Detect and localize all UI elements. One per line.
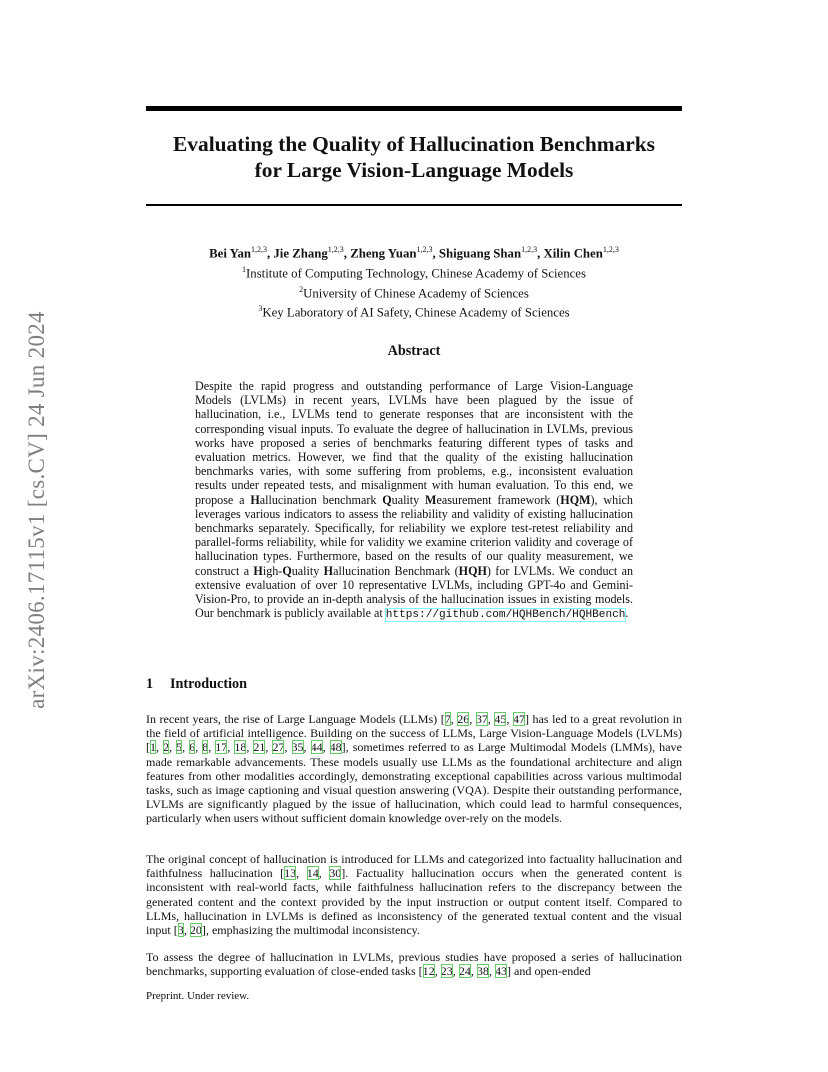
abstract-text <box>195 379 633 622</box>
citation-link[interactable]: 7 <box>444 712 451 726</box>
citation-link[interactable]: 17 <box>215 740 228 755</box>
section-heading-introduction <box>146 676 247 693</box>
github-link[interactable]: https://github.com/HQHBench/HQHBench <box>385 609 626 622</box>
paragraph-segment: ], emphasizing the multimodal inconsistency. <box>201 923 420 938</box>
abstract-emphasis: H <box>323 563 334 578</box>
section-title: Introduction <box>170 676 247 692</box>
author-name: Jie Zhang <box>273 246 328 261</box>
title-bottom-rule <box>146 204 682 206</box>
citation-link[interactable]: 8 <box>202 740 209 755</box>
affiliation-text: University of Chinese Academy of Sciences <box>303 285 529 300</box>
paragraph-segment: In recent years, the rise of Large Language Models (LLMs) [ <box>146 712 445 726</box>
author-affiliation-marker: 1,2,3 <box>327 245 344 254</box>
citation-link[interactable]: 13 <box>284 866 297 881</box>
citation-link[interactable]: 43 <box>494 964 508 979</box>
abstract-segment: ) for LVLMs. We conduct an extensive evaluation of over 10 representative LVLMs, including GPT-4o and Gemini-Vision-Pro, to provide an in-depth analysis of the hallucination issues in existing models. Our benchmark is publicly available at <box>195 563 633 621</box>
section-number: 1 <box>146 676 154 692</box>
paragraph-segment: ]. Factuality hallucination occurs when the generated content is inconsistent with real-world facts, while faithfulness hallucination refers to the discrepancy between the generated content and the context provided by the input instruction or output content itself. Compared to LLMs, hallucination in LVLMs is defined as inconsistency of the generated textual content and the visual input [ <box>146 866 682 938</box>
citation-link[interactable]: 2 <box>163 740 170 755</box>
author-affiliation-marker: 1,2,3 <box>521 245 538 254</box>
author-affiliation-marker: 1,2,3 <box>416 245 433 254</box>
intro-paragraph-1: In recent years, the rise of Large Language Models (LLMs) [7, 26, 37, 45, 47] has led to a great revolution in the field of artificial intelligence. Building on the success of LLMs, Large Vision-Language Models (LVLMs) [1, 2, 5, 6, 8, 17, 18, 21, 27, 35, 44, 48], sometimes referred to as Large Multimodal Models (LMMs), have made remarkable advancements. These models usually use LLMs as the foundational architecture and align features from other modalities accordingly, demonstrating exceptional capabilities across various multimodal tasks, such as image captioning and visual question answering (VQA). Despite their outstanding performance, LVLMs are significantly plagued by the issue of hallucination, which could lead to harmful consequences, particularly when users without sufficient domain knowledge over-rely on the models. <box>146 712 682 826</box>
author-name: Bei Yan <box>209 246 251 261</box>
citation-link[interactable]: 20 <box>189 923 202 938</box>
citation-link[interactable]: 24 <box>458 964 471 979</box>
abstract-emphasis: Q <box>282 563 292 578</box>
abstract-segment: allucination benchmark <box>259 492 383 507</box>
citation-link[interactable]: 26 <box>457 712 470 726</box>
abstract-segment: uality <box>291 563 324 578</box>
citation-link[interactable]: 38 <box>476 964 489 979</box>
author-name: Shiguang Shan <box>438 246 522 261</box>
affiliation-marker: 1 <box>242 264 247 274</box>
title-top-rule <box>146 106 682 111</box>
citation-link[interactable]: 3 <box>177 923 184 938</box>
abstract-emphasis: H <box>250 492 260 507</box>
citation-link[interactable]: 48 <box>329 740 342 755</box>
author-name: Xilin Chen <box>543 246 603 261</box>
paragraph-segment: ] has led to a great revolution in the field of artificial intelligence. Building on the success of LLMs, Large Vision-Language Models (LVLMs) [ <box>146 712 682 755</box>
citation-link[interactable]: 44 <box>310 740 323 755</box>
preprint-footer: Preprint. Under review. <box>146 990 250 1002</box>
paper-title <box>146 131 682 183</box>
citation-link[interactable]: 1 <box>150 740 157 755</box>
paragraph-segment: To assess the degree of hallucination in LVLMs, previous studies have proposed a series of hallucination benchmarks, supporting evaluation of close-ended tasks [ <box>146 950 682 979</box>
abstract-heading: Abstract <box>387 343 441 359</box>
citation-link[interactable]: 21 <box>253 740 266 755</box>
citation-link[interactable]: 27 <box>272 740 285 755</box>
abstract-segment: igh- <box>262 563 283 578</box>
abstract-segment: . <box>625 606 629 621</box>
affiliation-text: Key Laboratory of AI Safety, Chinese Academy of Sciences <box>262 305 570 320</box>
author-block <box>146 242 682 321</box>
abstract-emphasis: H <box>253 563 263 578</box>
abstract-segment: ), which leverages various indicators to assess the reliability and validity of existing hallucination benchmarks separately. Specifically, for reliability we explore test-retest reliability and parallel-forms reliability, while for validity we examine criterion validity and coverage of hallucination types. Furthermore, based on the results of our quality measurement, we construct a <box>195 492 633 578</box>
author-affiliation-marker: 1,2,3 <box>250 245 267 254</box>
affiliation-text: Institute of Computing Technology, Chinese Academy of Sciences <box>246 266 586 281</box>
author-affiliation-marker: 1,2,3 <box>602 245 619 254</box>
intro-paragraph-3: To assess the degree of hallucination in LVLMs, previous studies have proposed a series of hallucination benchmarks, supporting evaluation of close-ended tasks [12, 23, 24, 38, 43] and open-ended <box>146 950 682 979</box>
abstract-segment: allucination Benchmark ( <box>333 563 459 578</box>
intro-paragraph-2: The original concept of hallucination is introduced for LLMs and categorized into factuality hallucination and faithfulness hallucination [13, 14, 30]. Factuality hallucination occurs when the generated content is inconsistent with real-world facts, while faithfulness hallucination refers to the discrepancy between the generated content and the context provided by the input instruction or output content itself. Compared to LLMs, hallucination in LVLMs is defined as inconsistency of the generated textual content and the visual input [3, 20], emphasizing the multimodal inconsistency. <box>146 852 682 938</box>
citation-link[interactable]: 6 <box>189 740 196 755</box>
citation-link[interactable]: 5 <box>176 740 183 755</box>
citation-link[interactable]: 18 <box>234 740 247 755</box>
author-list: Bei Yan$^{1,2,3}$, Jie Zhang$^{1,2,3}$, Zheng Yuan$^{1,2,3}$, Shiguang Shan$^{1,2,3}$, Xilin Chen$^{1,2,3}$ <box>209 245 619 261</box>
author-name: Zheng Yuan <box>350 246 417 261</box>
arxiv-identifier <box>22 290 52 730</box>
arxiv-identifier-text: arXiv:2406.17115v1 [cs.CV] 24 Jun 2024 <box>24 311 49 709</box>
affiliation-marker: 3 <box>258 304 263 314</box>
abstract-segment: easurement framework ( <box>436 492 561 507</box>
citation-link[interactable]: 12 <box>422 964 435 979</box>
citation-link[interactable]: 23 <box>440 964 453 979</box>
paragraph-segment: ] and open-ended <box>507 964 591 979</box>
abstract-emphasis: HQH <box>458 563 487 578</box>
affiliation-marker: 2 <box>299 284 304 294</box>
abstract-segment: Despite the rapid progress and outstanding performance of Large Vision-Language Models (LVLMs) in recent years, LVLMs have been plagued by the issue of hallucination, i.e., LVLMs tend to generate responses that are inconsistent with the corresponding visual inputs. To evaluate the degree of hallucination in LVLMs, previous works have proposed a series of benchmarks featuring different types of tasks and evaluation metrics. However, we find that the quality of the existing hallucination benchmarks varies, with some suffering from problems, e.g., inconsistent evaluation results under repeated tests, and misalignment with human evaluation. To this end, we propose a <box>195 379 633 507</box>
citation-link[interactable]: 30 <box>329 866 342 881</box>
citation-link[interactable]: 37 <box>475 712 488 726</box>
paragraph-segment: ], sometimes referred to as Large Multimodal Models (LMMs), have made remarkable advancements. These models usually use LLMs as the foundational architecture and align features from other modalities accordingly, demonstrating exceptional capabilities across various multimodal tasks, such as image captioning and visual question answering (VQA). Despite their outstanding performance, LVLMs are significantly plagued by the issue of hallucination, which could lead to harmful consequences, particularly when users without sufficient domain knowledge over-rely on the models. <box>146 740 682 826</box>
title-line-2: for Large Vision-Language Models <box>254 158 574 182</box>
citation-link[interactable]: 45 <box>494 712 507 726</box>
citation-link[interactable]: 47 <box>512 712 525 726</box>
paragraph-segment: The original concept of hallucination is introduced for LLMs and categorized into factuality hallucination and faithfulness hallucination [ <box>146 852 682 881</box>
title-line-1: Evaluating the Quality of Hallucination Benchmarks <box>173 132 655 156</box>
affiliation-3 <box>146 301 682 321</box>
affiliation-1 <box>146 262 682 282</box>
abstract-emphasis: Q <box>382 492 392 507</box>
abstract-emphasis: M <box>425 492 437 507</box>
abstract-emphasis: HQM <box>560 492 591 507</box>
abstract-segment: uality <box>391 492 426 507</box>
affiliation-2 <box>146 282 682 302</box>
citation-link[interactable]: 35 <box>291 740 304 755</box>
citation-link[interactable]: 14 <box>306 866 319 881</box>
